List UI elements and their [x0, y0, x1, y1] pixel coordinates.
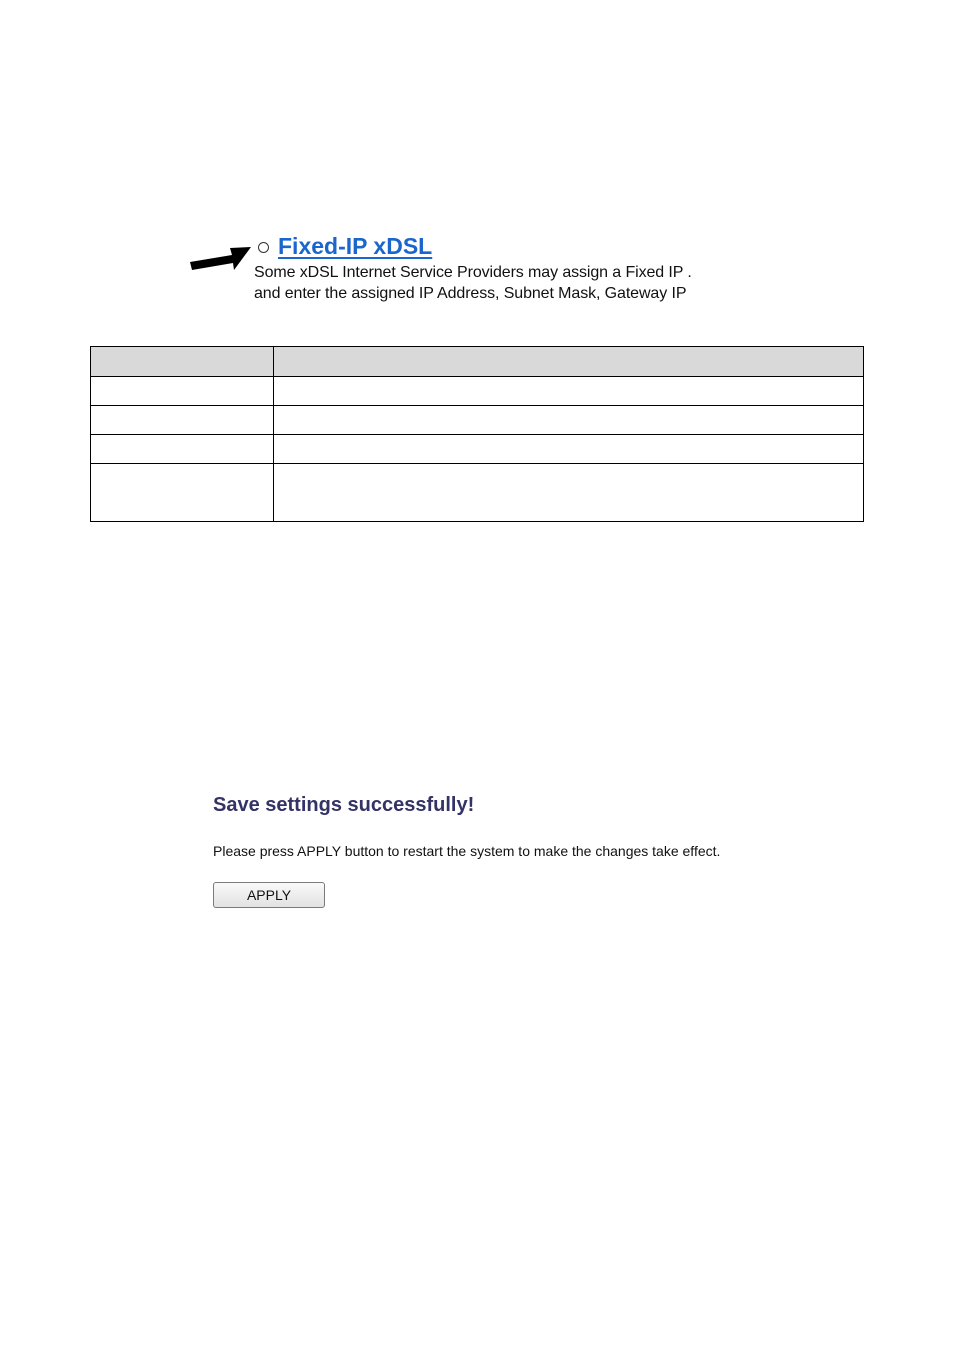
- table-cell: [274, 377, 864, 406]
- table-cell: [274, 464, 864, 522]
- table-cell: [91, 406, 274, 435]
- table-row: [91, 377, 864, 406]
- description-line-1: Some xDSL Internet Service Providers may assign a Fixed IP .: [254, 264, 692, 281]
- table-header-row: [91, 347, 864, 377]
- restart-instruction: Please press APPLY button to restart the system to make the changes take effect.: [213, 843, 721, 859]
- arrow-pointer-icon: [188, 242, 256, 276]
- table-header-cell: [274, 347, 864, 377]
- save-success-title: Save settings successfully!: [213, 794, 475, 816]
- table-row: [91, 435, 864, 464]
- description-line-2: and enter the assigned IP Address, Subnet Mask, Gateway IP: [254, 285, 687, 302]
- table-header-cell: [91, 347, 274, 377]
- table-row: [91, 406, 864, 435]
- table-cell: [91, 464, 274, 522]
- table-cell: [274, 406, 864, 435]
- fixed-ip-xdsl-link[interactable]: Fixed-IP xDSL: [278, 233, 433, 259]
- table-cell: [274, 435, 864, 464]
- parameter-table: [90, 346, 864, 522]
- table-cell: [91, 435, 274, 464]
- radio-button-icon[interactable]: [258, 242, 269, 253]
- table-row: [91, 464, 864, 522]
- apply-button[interactable]: APPLY: [213, 882, 325, 908]
- table-cell: [91, 377, 274, 406]
